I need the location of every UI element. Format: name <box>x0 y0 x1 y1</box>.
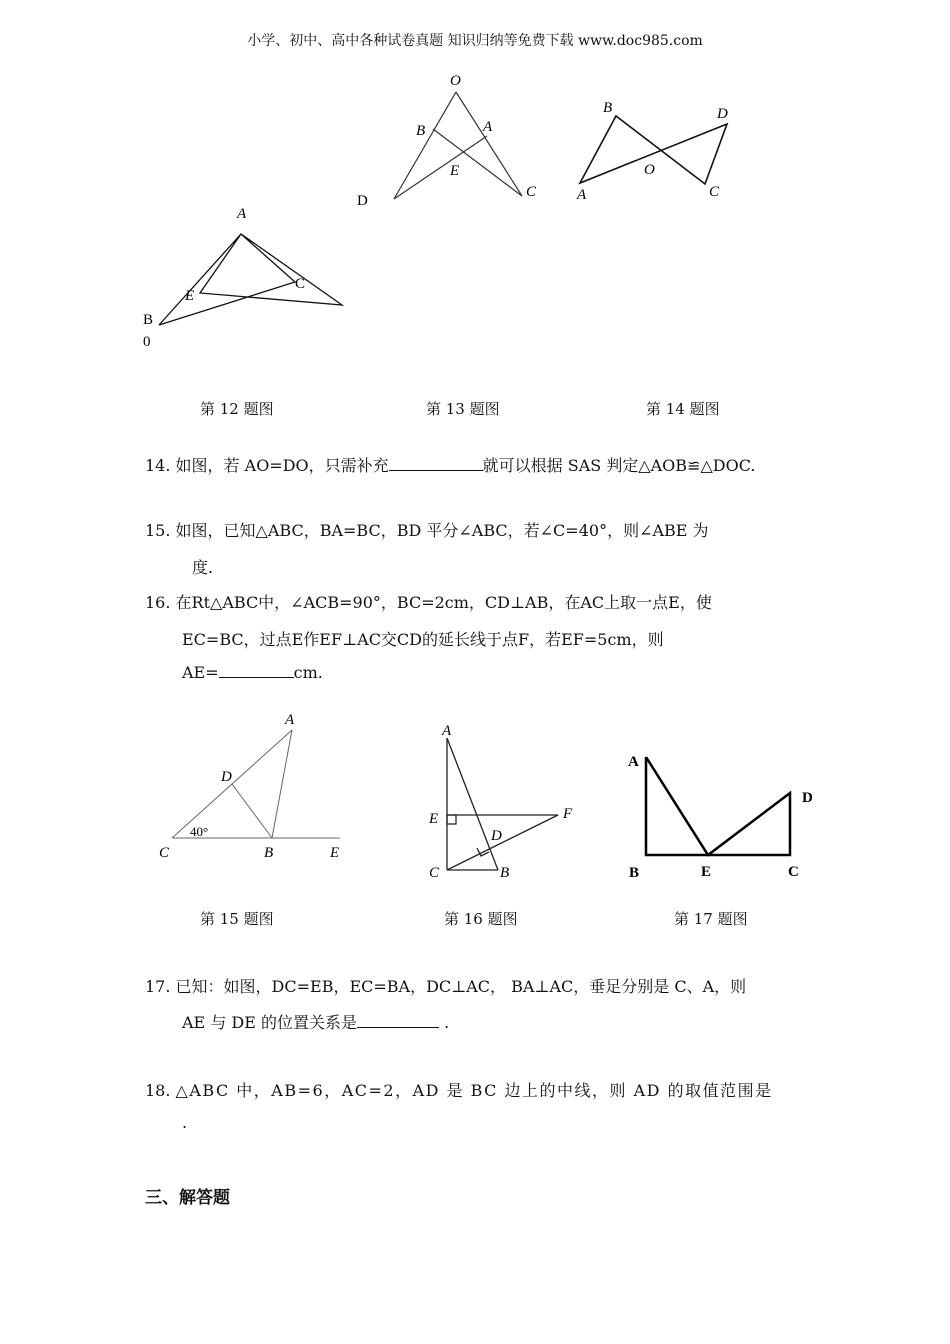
figure-17-caption: 第 17 题图 <box>674 910 748 928</box>
svg-text:C: C <box>159 845 170 861</box>
question-text: 如图，若 AO=DO，只需补充 <box>175 456 389 475</box>
svg-text:B: B <box>264 845 274 861</box>
svg-text:O: O <box>644 162 655 178</box>
svg-text:C: C <box>709 184 720 200</box>
svg-text:B: B <box>416 123 426 139</box>
svg-text:C: C <box>295 276 306 292</box>
figure-13-caption: 第 13 题图 <box>426 400 500 418</box>
question-text: AE 与 DE 的位置关系是 <box>182 1013 358 1032</box>
svg-text:D: D <box>491 828 502 844</box>
figure-17 <box>646 757 790 855</box>
svg-text:C: C <box>526 184 537 200</box>
svg-text:F: F <box>563 806 573 822</box>
figure-12-caption: 第 12 题图 <box>200 400 274 418</box>
svg-text:A: A <box>442 723 452 739</box>
figure-15 <box>172 730 340 838</box>
section-heading: 三、解答题 <box>145 1188 230 1208</box>
svg-text:D: D <box>221 769 232 785</box>
svg-text:40°: 40° <box>190 824 209 839</box>
question-text: 如图，已知△ABC，BA=BC，BD 平分∠ABC，若∠C=40°，则∠ABE 为 <box>175 521 709 540</box>
question-number: 17. <box>145 977 171 996</box>
figure-16 <box>447 738 558 870</box>
question-text: △ABC 中，AB=6，AC=2，AD 是 BC 边上的中线，则 AD 的取值范围是 <box>175 1081 773 1100</box>
figure-15-caption: 第 15 题图 <box>200 910 274 928</box>
svg-text:E: E <box>450 163 460 179</box>
svg-text:D: D <box>357 193 368 209</box>
svg-text:E: E <box>330 845 340 861</box>
question-text: cm. <box>293 663 323 682</box>
question-18-line2: . <box>182 1113 188 1132</box>
answer-blank[interactable] <box>219 663 294 678</box>
question-17 <box>145 974 746 997</box>
question-16-line2: EC=BC，过点E作EF⊥AC交CD的延长线于点F，若EF=5cm，则 <box>182 630 664 649</box>
svg-text:0: 0 <box>143 334 151 350</box>
question-number: 16. <box>145 593 171 612</box>
figure-14-caption: 第 14 题图 <box>646 400 720 418</box>
svg-text:A: A <box>237 206 247 222</box>
figure-15-labels <box>159 712 339 861</box>
question-17-line2 <box>182 1010 449 1033</box>
svg-text:B: B <box>143 312 154 328</box>
svg-text:E: E <box>185 288 195 304</box>
figure-13-labels <box>357 73 537 209</box>
figure-12-labels <box>143 206 305 350</box>
question-16 <box>145 590 712 613</box>
page-header: 小学、初中、高中各种试卷真题 知识归纳等免费下载 www.doc985.com <box>247 33 703 49</box>
svg-text:A: A <box>285 712 295 728</box>
svg-text:B: B <box>500 865 510 881</box>
question-15-line2: 度. <box>192 558 214 577</box>
question-text: 在Rt△ABC中，∠ACB=90°，BC=2cm，CD⊥AB，在AC上取一点E，使 <box>175 593 712 612</box>
svg-text:A: A <box>483 119 493 135</box>
svg-text:O: O <box>450 73 461 89</box>
figure-16-caption: 第 16 题图 <box>444 910 518 928</box>
question-number: 15. <box>145 521 171 540</box>
svg-text:C: C <box>788 864 799 880</box>
question-16-line3 <box>182 663 323 682</box>
question-15 <box>145 518 709 541</box>
question-text: 已知：如图，DC=EB，EC=BA，DC⊥AC， BA⊥AC，垂足分别是 C、A，则 <box>175 977 747 996</box>
question-text: 就可以根据 SAS 判定△AOB≌△DOC. <box>482 456 756 475</box>
svg-text:D: D <box>802 790 813 806</box>
question-number: 18. <box>145 1081 171 1100</box>
question-number: 14. <box>145 456 171 475</box>
svg-text:B: B <box>603 100 613 116</box>
svg-text:B: B <box>629 865 640 881</box>
question-text: . <box>439 1013 450 1032</box>
answer-blank[interactable] <box>389 456 483 471</box>
question-text: AE= <box>182 663 219 682</box>
figure-12 <box>159 234 342 325</box>
svg-text:E: E <box>429 811 439 827</box>
svg-text:A: A <box>628 754 639 770</box>
question-14 <box>145 453 755 476</box>
figure-13 <box>394 92 522 199</box>
figure-14-labels <box>576 100 728 203</box>
svg-text:E: E <box>701 864 712 880</box>
svg-text:D: D <box>717 106 728 122</box>
answer-blank[interactable] <box>357 1013 439 1028</box>
question-18 <box>145 1078 773 1101</box>
svg-text:A: A <box>577 187 587 203</box>
svg-text:C: C <box>429 865 440 881</box>
